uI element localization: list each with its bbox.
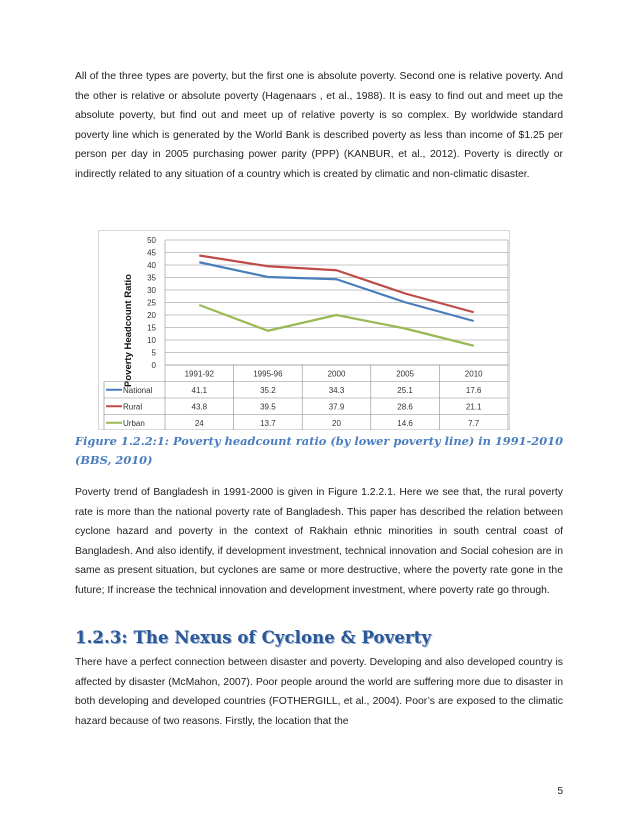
y-tick-label: 10 bbox=[147, 335, 156, 345]
data-value-national: 34.3 bbox=[328, 385, 345, 395]
poverty-chart-svg bbox=[98, 230, 510, 430]
y-tick-label: 25 bbox=[147, 298, 156, 308]
data-value-urban: 14.6 bbox=[397, 418, 413, 428]
data-value-urban: 13.7 bbox=[260, 418, 276, 428]
y-tick-label: 0 bbox=[151, 360, 156, 370]
y-tick-label: 50 bbox=[147, 235, 156, 245]
paragraph-poverty-trend: Poverty trend of Bangladesh in 1991-2000 is given in Figure 1.2.2.1. Here we see that, the rural poverty rate is more than the national poverty rate of Bangladesh. This paper has described the relation between cyclone hazard and poverty in the context of Rakhain ethnic minorities in south central coast of Bangladesh. And also identify, if development investment, technical innovation and Social cohesion are in same as present situation, but cyclones are same or more destructive, where the poverty rate gone in the future; If increase the technical innovation and development investment, where poverty rate go through. bbox=[75, 487, 563, 596]
legend-label-rural: Rural bbox=[123, 402, 143, 412]
paragraph-relative-poverty: All of the three types are poverty, but the first one is absolute poverty. Second one is relative poverty. And the other is relative or absolute poverty (Hagenaars , et al., 1988). It is easy to find out and meet up the absolute poverty, but find out and meet up of relative poverty is so complex. By worldwide standard poverty line which is generated by the World Bank is described poverty as less than income of $1.25 per person per day in 2005 purchasing power parity (PPP) (KANBUR, et al., 2012). Poverty is directly or indirectly related to any situation of a country which is created by climatic and non-climatic disaster. bbox=[75, 71, 563, 180]
x-tick-label: 2010 bbox=[464, 369, 483, 379]
y-tick-label: 20 bbox=[147, 310, 156, 320]
y-tick-label: 45 bbox=[147, 248, 156, 258]
paragraph-disaster-poverty: There have a perfect connection between disaster and poverty. Developing and also developed country is affected by disaster (McMahon, 2007). Poor people around the world are suffering more due to disaster in both developing and developed countries (FOTHERGILL, et al., 2004). Poor’s are exposed to the climatic hazard because of two reasons. Firstly, the location that the bbox=[75, 657, 563, 727]
data-value-national: 35.2 bbox=[260, 385, 276, 395]
x-tick-label: 1991-92 bbox=[184, 369, 214, 379]
data-value-urban: 24 bbox=[194, 418, 204, 428]
series-line-urban bbox=[199, 305, 473, 346]
x-tick-label: 2005 bbox=[396, 369, 414, 379]
legend-label-urban: Urban bbox=[123, 418, 145, 428]
poverty-chart bbox=[98, 230, 510, 430]
data-value-rural: 43.8 bbox=[191, 402, 208, 412]
x-tick-label: 1995-96 bbox=[253, 369, 283, 379]
section-heading: 1.2.3: The Nexus of Cyclone & Poverty bbox=[75, 628, 432, 647]
data-value-rural: 28.6 bbox=[397, 402, 413, 412]
legend-label-national: National bbox=[123, 385, 153, 395]
data-value-national: 25.1 bbox=[397, 385, 413, 395]
chart-frame bbox=[99, 231, 510, 430]
y-tick-label: 30 bbox=[147, 285, 156, 295]
series-line-rural bbox=[199, 256, 473, 313]
data-value-urban: 20 bbox=[332, 418, 341, 428]
y-tick-label: 40 bbox=[147, 260, 156, 270]
y-tick-label: 15 bbox=[147, 323, 156, 333]
data-value-rural: 37.9 bbox=[328, 402, 345, 412]
y-tick-label: 5 bbox=[151, 348, 156, 358]
data-value-urban: 7.7 bbox=[468, 418, 480, 428]
figure-caption: Figure 1.2.2:1: Poverty headcount ratio (by lower poverty line) in 1991-2010 (BBS, 2010) bbox=[75, 434, 563, 467]
data-value-national: 41.1 bbox=[191, 385, 208, 395]
page-number: 5 bbox=[557, 786, 563, 797]
data-value-national: 17.6 bbox=[465, 385, 482, 395]
data-value-rural: 39.5 bbox=[260, 402, 276, 412]
y-tick-label: 35 bbox=[147, 273, 156, 283]
x-tick-label: 2000 bbox=[327, 369, 346, 379]
y-axis-title: Poverty Headcount Ratio bbox=[123, 274, 134, 387]
data-value-rural: 21.1 bbox=[465, 402, 482, 412]
